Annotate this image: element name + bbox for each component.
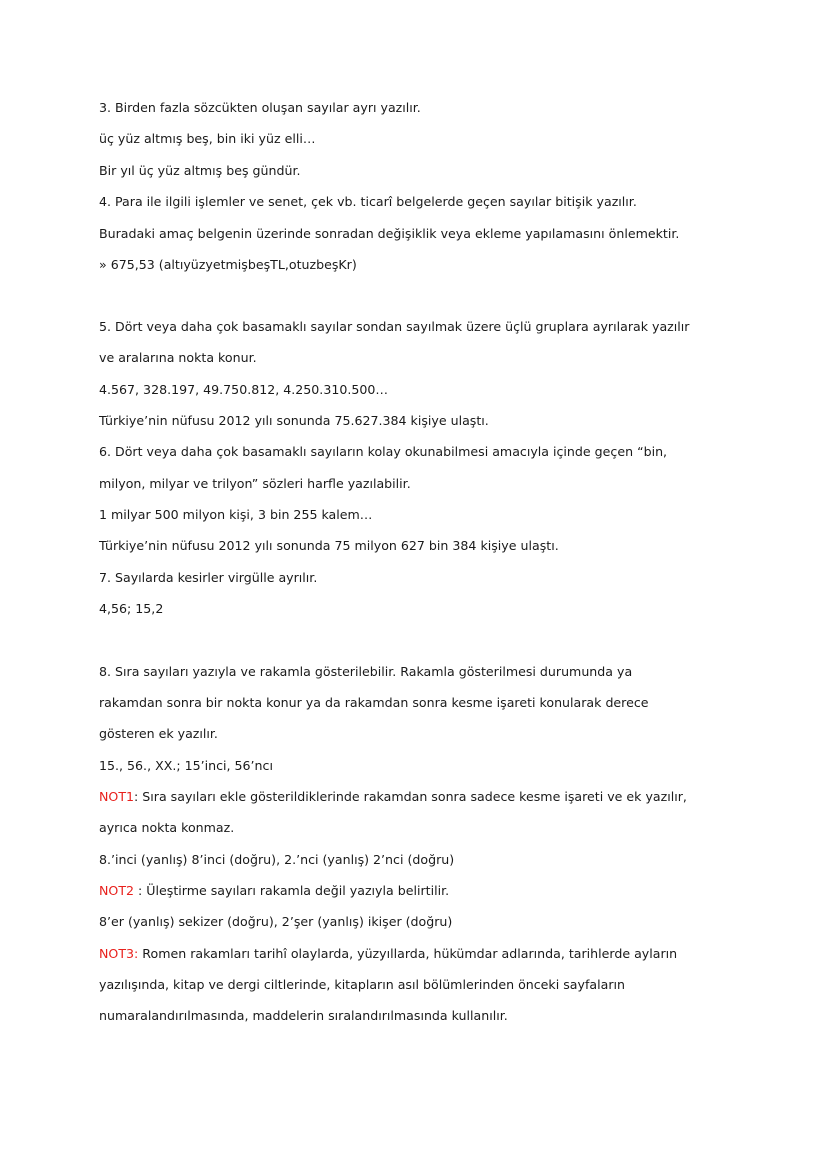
rule-8-example: 15., 56., XX.; 15’inci, 56’ncı [99,758,273,773]
rule-5-example-2: Türkiye’nin nüfusu 2012 yılı sonunda 75.627.384 kişiye ulaştı. [99,413,489,428]
note-3-label: NOT3: [99,946,139,961]
note-1-example: 8.’inci (yanlış) 8’inci (doğru), 2.’nci (yanlış) 2’nci (doğru) [99,852,455,867]
note-3-cont-2: numaralandırılmasında, maddelerin sıralandırılmasında kullanılır. [99,1008,508,1023]
rule-7-heading: 7. Sayılarda kesirler virgülle ayrılır. [99,570,318,585]
rule-6-example-2: Türkiye’nin nüfusu 2012 yılı sonunda 75 milyon 627 bin 384 kişiye ulaştı. [99,538,559,553]
note-2-text: : Üleştirme sayıları rakamla değil yazıyla belirtilir. [134,883,450,898]
rule-6-example-1: 1 milyar 500 milyon kişi, 3 bin 255 kalem… [99,507,373,522]
rule-8-heading-cont-2: gösteren ek yazılır. [99,726,218,741]
rule-3-example-1: üç yüz altmış beş, bin iki yüz elli… [99,131,316,146]
note-2-example: 8’er (yanlış) sekizer (doğru), 2’şer (yanlış) ikişer (doğru) [99,914,453,929]
rule-4-heading: 4. Para ile ilgili işlemler ve senet, çek vb. ticarî belgelerde geçen sayılar bitişik yazılır. [99,194,637,209]
rule-8-heading-cont-1: rakamdan sonra bir nokta konur ya da rakamdan sonra kesme işareti konularak derece [99,695,649,710]
note-3-text: Romen rakamları tarihî olaylarda, yüzyıllarda, hükümdar adlarında, tarihlerde ayların [138,946,678,961]
rule-5-heading: 5. Dört veya daha çok basamaklı sayılar sondan sayılmak üzere üçlü gruplara ayrılarak yazılır [99,319,690,334]
rule-3-example-2: Bir yıl üç yüz altmış beş gündür. [99,163,301,178]
rule-4-explanation: Buradaki amaç belgenin üzerinde sonradan değişiklik veya ekleme yapılamasını önlemektir. [99,226,680,241]
rule-5-heading-cont: ve aralarına nokta konur. [99,350,257,365]
note-2 [99,883,449,899]
rule-4-example: » 675,53 (altıyüzyetmişbeşTL,otuzbeşKr) [99,257,357,272]
rule-8-heading: 8. Sıra sayıları yazıyla ve rakamla gösterilebilir. Rakamla gösterilmesi durumunda ya [99,664,633,679]
note-1-text: : Sıra sayıları ekle gösterildiklerinde rakamdan sonra sadece kesme işareti ve ek yazılır, [134,789,687,804]
note-1 [99,789,687,805]
note-2-label: NOT2 [99,883,135,898]
note-1-label: NOT1 [99,789,135,804]
rule-3-heading: 3. Birden fazla sözcükten oluşan sayılar ayrı yazılır. [99,100,421,115]
rule-6-heading: 6. Dört veya daha çok basamaklı sayıların kolay okunabilmesi amacıyla içinde geçen “bin, [99,444,668,459]
rule-6-heading-cont: milyon, milyar ve trilyon” sözleri harfle yazılabilir. [99,476,411,491]
note-1-cont: ayrıca nokta konmaz. [99,820,235,835]
rule-5-example-1: 4.567, 328.197, 49.750.812, 4.250.310.500… [99,382,388,397]
note-3-cont-1: yazılışında, kitap ve dergi ciltlerinde, kitapların asıl bölümlerinden önceki sayfaların [99,977,625,992]
note-3 [99,946,677,962]
rule-7-example: 4,56; 15,2 [99,601,164,616]
